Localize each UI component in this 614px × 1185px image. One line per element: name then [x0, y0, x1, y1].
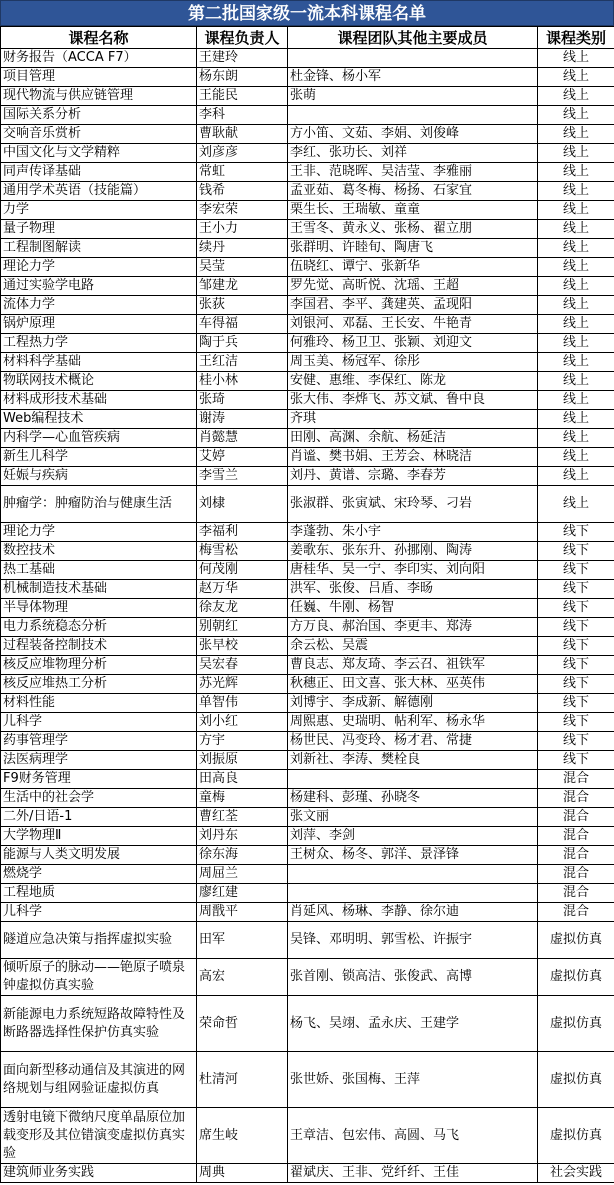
course-category-cell: 社会实践	[538, 1164, 614, 1183]
table-row	[1, 353, 614, 372]
course-lead-cell: 张琦	[197, 391, 288, 410]
course-name-cell: 隧道应急决策与指挥虚拟实验	[1, 922, 197, 959]
course-lead-cell: 刘彦彦	[197, 144, 288, 163]
course-category-cell: 混合	[538, 846, 614, 865]
course-name-cell: 机械制造技术基础	[1, 580, 197, 599]
table-row	[1, 523, 614, 542]
course-lead-cell: 杜清河	[197, 1052, 288, 1108]
team-members-cell: 肖延风、杨琳、李静、徐尔迪	[288, 903, 538, 922]
course-category-cell: 虚拟仿真	[538, 922, 614, 959]
team-members-cell: 肖谧、樊书娟、王芳会、林晓洁	[288, 448, 538, 467]
table-row	[1, 1108, 614, 1164]
course-lead-cell: 吴莹	[197, 258, 288, 277]
course-category-cell: 线上	[538, 353, 614, 372]
course-category-cell: 线下	[538, 523, 614, 542]
table-row	[1, 656, 614, 675]
course-name-cell: 工程地质	[1, 884, 197, 903]
table-row	[1, 599, 614, 618]
course-category-cell: 线上	[538, 220, 614, 239]
table-row	[1, 732, 614, 751]
header-course-category: 课程类别	[538, 27, 614, 49]
course-lead-cell: 吴宏春	[197, 656, 288, 675]
course-category-cell: 虚拟仿真	[538, 959, 614, 996]
team-members-cell	[288, 770, 538, 789]
table-row	[1, 201, 614, 220]
team-members-cell: 齐琪	[288, 410, 538, 429]
team-members-cell: 刘丹、黄谱、宗璐、李春芳	[288, 467, 538, 486]
course-category-cell: 线上	[538, 258, 614, 277]
table-row	[1, 144, 614, 163]
team-members-cell: 周玉美、杨冠军、徐彤	[288, 353, 538, 372]
team-members-cell: 张淑群、张寅斌、宋玲琴、刁岩	[288, 486, 538, 523]
table-row	[1, 486, 614, 523]
course-name-cell: 建筑师业务实践	[1, 1164, 197, 1183]
course-name-cell: 新能源电力系统短路故障特性及断路器选择性保护仿真实验	[1, 996, 197, 1052]
table-row	[1, 808, 614, 827]
table-row	[1, 125, 614, 144]
team-members-cell: 李蓬勃、朱小宇	[288, 523, 538, 542]
course-category-cell: 线上	[538, 144, 614, 163]
team-members-cell: 刘银河、邓磊、王长安、牛艳青	[288, 315, 538, 334]
course-lead-cell: 王建玲	[197, 49, 288, 68]
course-lead-cell: 席生岐	[197, 1108, 288, 1164]
course-name-cell: 材料科学基础	[1, 353, 197, 372]
course-category-cell: 线下	[538, 732, 614, 751]
course-lead-cell: 别朝红	[197, 618, 288, 637]
course-lead-cell: 王小力	[197, 220, 288, 239]
course-category-cell: 线上	[538, 410, 614, 429]
course-lead-cell: 李科	[197, 106, 288, 125]
table-row	[1, 694, 614, 713]
table-row	[1, 182, 614, 201]
course-category-cell: 线上	[538, 106, 614, 125]
course-name-cell: 核反应堆物理分析	[1, 656, 197, 675]
team-members-cell	[288, 865, 538, 884]
team-members-cell: 张世娇、张国梅、王萍	[288, 1052, 538, 1108]
course-category-cell: 混合	[538, 789, 614, 808]
course-lead-cell: 徐友龙	[197, 599, 288, 618]
course-category-cell: 线上	[538, 429, 614, 448]
team-members-cell: 王章洁、包宏伟、高圆、马飞	[288, 1108, 538, 1164]
course-category-cell: 线上	[538, 125, 614, 144]
course-category-cell: 虚拟仿真	[538, 1108, 614, 1164]
table-row	[1, 542, 614, 561]
team-members-cell: 杨建科、彭瑾、孙晓冬	[288, 789, 538, 808]
course-lead-cell: 苏光辉	[197, 675, 288, 694]
course-category-cell: 混合	[538, 884, 614, 903]
team-members-cell: 张萌	[288, 87, 538, 106]
course-lead-cell: 李福利	[197, 523, 288, 542]
course-category-cell: 线下	[538, 675, 614, 694]
course-name-cell: 肿瘤学：肿瘤防治与健康生活	[1, 486, 197, 523]
course-lead-cell: 徐东海	[197, 846, 288, 865]
course-lead-cell: 续丹	[197, 239, 288, 258]
course-category-cell: 线上	[538, 315, 614, 334]
course-name-cell: 项目管理	[1, 68, 197, 87]
course-lead-cell: 高宏	[197, 959, 288, 996]
course-category-cell: 线下	[538, 542, 614, 561]
team-members-cell: 张大伟、李烨飞、苏文斌、鲁中良	[288, 391, 538, 410]
team-members-cell: 安健、惠维、李保红、陈龙	[288, 372, 538, 391]
course-name-cell: 锅炉原理	[1, 315, 197, 334]
course-name-cell: 理论力学	[1, 258, 197, 277]
course-lead-cell: 刘棣	[197, 486, 288, 523]
team-members-cell: 刘萍、李剑	[288, 827, 538, 846]
course-name-cell: 工程热力学	[1, 334, 197, 353]
course-lead-cell: 方宇	[197, 732, 288, 751]
team-members-cell: 李国君、李平、龚建英、孟现阳	[288, 296, 538, 315]
course-category-cell: 线下	[538, 580, 614, 599]
course-category-cell: 线上	[538, 486, 614, 523]
table-row	[1, 751, 614, 770]
team-members-cell: 任巍、牛刚、杨智	[288, 599, 538, 618]
course-name-cell: 国际关系分析	[1, 106, 197, 125]
table-row	[1, 903, 614, 922]
table-row	[1, 922, 614, 959]
course-lead-cell: 王能民	[197, 87, 288, 106]
header-course-lead: 课程负责人	[197, 27, 288, 49]
team-members-cell: 刘博宇、李成新、解德刚	[288, 694, 538, 713]
table-row	[1, 163, 614, 182]
course-lead-cell: 周屈兰	[197, 865, 288, 884]
course-category-cell: 线上	[538, 182, 614, 201]
course-name-cell: 法医病理学	[1, 751, 197, 770]
table-row	[1, 959, 614, 996]
course-name-cell: 药事管理学	[1, 732, 197, 751]
course-name-cell: 通用学术英语（技能篇）	[1, 182, 197, 201]
table-row	[1, 429, 614, 448]
team-members-cell: 伍晓红、谭宁、张新华	[288, 258, 538, 277]
course-lead-cell: 曹耿献	[197, 125, 288, 144]
course-name-cell: 二外/日语-1	[1, 808, 197, 827]
table-row	[1, 1052, 614, 1108]
course-name-cell: 能源与人类文明发展	[1, 846, 197, 865]
team-members-cell: 曹良志、郑友琦、李云召、祖铁军	[288, 656, 538, 675]
course-lead-cell: 杨东朗	[197, 68, 288, 87]
course-name-cell: 材料性能	[1, 694, 197, 713]
course-name-cell: 新生儿科学	[1, 448, 197, 467]
table-row	[1, 884, 614, 903]
table-row	[1, 410, 614, 429]
course-lead-cell: 钱希	[197, 182, 288, 201]
header-team-members: 课程团队其他主要成员	[288, 27, 538, 49]
course-name-cell: 通过实验学电路	[1, 277, 197, 296]
team-members-cell: 罗先觉、高昕悦、沈瑶、王超	[288, 277, 538, 296]
course-category-cell: 线下	[538, 656, 614, 675]
team-members-cell	[288, 106, 538, 125]
table-row	[1, 220, 614, 239]
table-row	[1, 675, 614, 694]
team-members-cell	[288, 49, 538, 68]
course-lead-cell: 赵万华	[197, 580, 288, 599]
course-lead-cell: 周典	[197, 1164, 288, 1183]
course-lead-cell: 刘振原	[197, 751, 288, 770]
course-lead-cell: 童梅	[197, 789, 288, 808]
team-members-cell	[288, 884, 538, 903]
table-row	[1, 637, 614, 656]
table-row	[1, 372, 614, 391]
course-lead-cell: 谢涛	[197, 410, 288, 429]
table-row	[1, 239, 614, 258]
team-members-cell: 栗生长、王瑞敏、童童	[288, 201, 538, 220]
course-lead-cell: 张荻	[197, 296, 288, 315]
course-lead-cell: 张早校	[197, 637, 288, 656]
course-name-cell: 材料成形技术基础	[1, 391, 197, 410]
team-members-cell: 张首刚、锁高洁、张俊武、高博	[288, 959, 538, 996]
course-name-cell: 儿科学	[1, 713, 197, 732]
team-members-cell: 王雪冬、黄永义、张杨、翟立朋	[288, 220, 538, 239]
course-name-cell: 力学	[1, 201, 197, 220]
course-category-cell: 线上	[538, 448, 614, 467]
course-category-cell: 混合	[538, 770, 614, 789]
sheet-title: 第二批国家级一流本科课程名单	[0, 0, 614, 26]
course-lead-cell: 陶于兵	[197, 334, 288, 353]
course-lead-cell: 李宏荣	[197, 201, 288, 220]
course-name-cell: 燃烧学	[1, 865, 197, 884]
course-category-cell: 混合	[538, 827, 614, 846]
course-category-cell: 线上	[538, 296, 614, 315]
table-row	[1, 770, 614, 789]
team-members-cell: 唐桂华、吴一宁、李印实、刘向阳	[288, 561, 538, 580]
table-row	[1, 277, 614, 296]
course-category-cell: 线下	[538, 599, 614, 618]
table-row	[1, 106, 614, 125]
team-members-cell: 姜歌东、张东升、孙挪刚、陶涛	[288, 542, 538, 561]
course-name-cell: 电力系统稳态分析	[1, 618, 197, 637]
team-members-cell: 方万良、郝治国、李更丰、郑涛	[288, 618, 538, 637]
course-lead-cell: 田高良	[197, 770, 288, 789]
team-members-cell: 洪军、张俊、吕盾、李旸	[288, 580, 538, 599]
course-name-cell: 财务报告（ACCA F7）	[1, 49, 197, 68]
course-category-cell: 线下	[538, 618, 614, 637]
table-row	[1, 467, 614, 486]
course-name-cell: 儿科学	[1, 903, 197, 922]
course-name-cell: 现代物流与供应链管理	[1, 87, 197, 106]
course-name-cell: 热工基础	[1, 561, 197, 580]
course-lead-cell: 常虹	[197, 163, 288, 182]
course-lead-cell: 艾婷	[197, 448, 288, 467]
table-row	[1, 391, 614, 410]
course-name-cell: 量子物理	[1, 220, 197, 239]
course-name-cell: 面向新型移动通信及其演进的网络规划与组网验证虚拟仿真	[1, 1052, 197, 1108]
course-category-cell: 混合	[538, 903, 614, 922]
table-row	[1, 865, 614, 884]
team-members-cell: 杨世民、冯变玲、杨才君、常捷	[288, 732, 538, 751]
course-category-cell: 线上	[538, 467, 614, 486]
table-row	[1, 827, 614, 846]
team-members-cell: 方小笛、文茹、李娟、刘俊峰	[288, 125, 538, 144]
team-members-cell: 王树众、杨冬、郭洋、景泽锋	[288, 846, 538, 865]
course-name-cell: 过程装备控制技术	[1, 637, 197, 656]
team-members-cell: 田刚、高渊、余航、杨延洁	[288, 429, 538, 448]
team-members-cell: 何雅玲、杨卫卫、张颖、刘迎文	[288, 334, 538, 353]
course-lead-cell: 田军	[197, 922, 288, 959]
course-category-cell: 线上	[538, 87, 614, 106]
table-row	[1, 334, 614, 353]
table-row	[1, 1164, 614, 1183]
course-name-cell: 中国文化与文学精粹	[1, 144, 197, 163]
table-row	[1, 68, 614, 87]
course-name-cell: 生活中的社会学	[1, 789, 197, 808]
course-lead-cell: 王红洁	[197, 353, 288, 372]
header-course-name: 课程名称	[1, 27, 197, 49]
course-category-cell: 线上	[538, 239, 614, 258]
team-members-cell: 余云松、吴震	[288, 637, 538, 656]
course-lead-cell: 廖红建	[197, 884, 288, 903]
course-lead-cell: 荣命哲	[197, 996, 288, 1052]
course-lead-cell: 刘丹东	[197, 827, 288, 846]
table-row	[1, 49, 614, 68]
course-category-cell: 虚拟仿真	[538, 1052, 614, 1108]
course-category-cell: 线上	[538, 163, 614, 182]
header-row	[1, 27, 614, 49]
team-members-cell: 刘新社、李涛、樊栓良	[288, 751, 538, 770]
table-row	[1, 846, 614, 865]
team-members-cell: 张文丽	[288, 808, 538, 827]
course-name-cell: 流体力学	[1, 296, 197, 315]
course-category-cell: 线上	[538, 334, 614, 353]
course-name-cell: 数控技术	[1, 542, 197, 561]
table-row	[1, 296, 614, 315]
course-category-cell: 线下	[538, 694, 614, 713]
team-members-cell: 秋穗正、田文喜、张大林、巫英伟	[288, 675, 538, 694]
course-name-cell: 妊娠与疾病	[1, 467, 197, 486]
team-members-cell: 孟亚茹、葛冬梅、杨扬、石家宜	[288, 182, 538, 201]
course-name-cell: 工程制图解读	[1, 239, 197, 258]
course-lead-cell: 车得福	[197, 315, 288, 334]
course-name-cell: 透射电镜下微纳尺度单晶原位加载变形及其位错演变虚拟仿真实验	[1, 1108, 197, 1164]
course-name-cell: 同声传译基础	[1, 163, 197, 182]
course-lead-cell: 梅雪松	[197, 542, 288, 561]
course-category-cell: 混合	[538, 808, 614, 827]
team-members-cell: 李红、张功长、刘祥	[288, 144, 538, 163]
course-category-cell: 混合	[538, 865, 614, 884]
course-category-cell: 线下	[538, 561, 614, 580]
course-name-cell: 大学物理Ⅱ	[1, 827, 197, 846]
table-row	[1, 448, 614, 467]
course-lead-cell: 李雪兰	[197, 467, 288, 486]
course-category-cell: 线上	[538, 391, 614, 410]
course-name-cell: 倾听原子的脉动——铯原子喷泉钟虚拟仿真实验	[1, 959, 197, 996]
table-row	[1, 996, 614, 1052]
table-row	[1, 315, 614, 334]
course-lead-cell: 肖懿慧	[197, 429, 288, 448]
course-category-cell: 线上	[538, 201, 614, 220]
table-row	[1, 258, 614, 277]
course-category-cell: 线下	[538, 713, 614, 732]
table-row	[1, 713, 614, 732]
course-lead-cell: 刘小红	[197, 713, 288, 732]
course-name-cell: 交响音乐赏析	[1, 125, 197, 144]
course-lead-cell: 周戬平	[197, 903, 288, 922]
course-name-cell: 理论力学	[1, 523, 197, 542]
course-lead-cell: 曹红荃	[197, 808, 288, 827]
table-row	[1, 580, 614, 599]
course-category-cell: 线下	[538, 637, 614, 656]
team-members-cell: 翟斌庆、王非、党纤纤、王佳	[288, 1164, 538, 1183]
course-category-cell: 虚拟仿真	[538, 996, 614, 1052]
table-row	[1, 789, 614, 808]
team-members-cell: 周熙惠、史瑞明、帖利军、杨永华	[288, 713, 538, 732]
table-row	[1, 87, 614, 106]
team-members-cell: 杜金锋、杨小军	[288, 68, 538, 87]
course-category-cell: 线上	[538, 372, 614, 391]
course-name-cell: F9财务管理	[1, 770, 197, 789]
course-category-cell: 线下	[538, 751, 614, 770]
course-category-cell: 线上	[538, 49, 614, 68]
course-lead-cell: 桂小林	[197, 372, 288, 391]
team-members-cell: 杨飞、吴翊、孟永庆、王建学	[288, 996, 538, 1052]
course-category-cell: 线上	[538, 68, 614, 87]
table-row	[1, 618, 614, 637]
course-lead-cell: 单智伟	[197, 694, 288, 713]
course-lead-cell: 何茂刚	[197, 561, 288, 580]
course-name-cell: Web编程技术	[1, 410, 197, 429]
course-name-cell: 物联网技术概论	[1, 372, 197, 391]
course-table	[0, 26, 614, 1183]
table-row	[1, 561, 614, 580]
course-name-cell: 核反应堆热工分析	[1, 675, 197, 694]
team-members-cell: 吴锋、邓明明、郭雪松、许振宇	[288, 922, 538, 959]
table-body	[1, 49, 614, 1183]
team-members-cell: 王非、范晓晖、吴洁莹、李雅丽	[288, 163, 538, 182]
course-lead-cell: 邹建龙	[197, 277, 288, 296]
course-name-cell: 半导体物理	[1, 599, 197, 618]
team-members-cell: 张群明、许睦旬、陶唐飞	[288, 239, 538, 258]
course-name-cell: 内科学—心血管疾病	[1, 429, 197, 448]
course-category-cell: 线上	[538, 277, 614, 296]
